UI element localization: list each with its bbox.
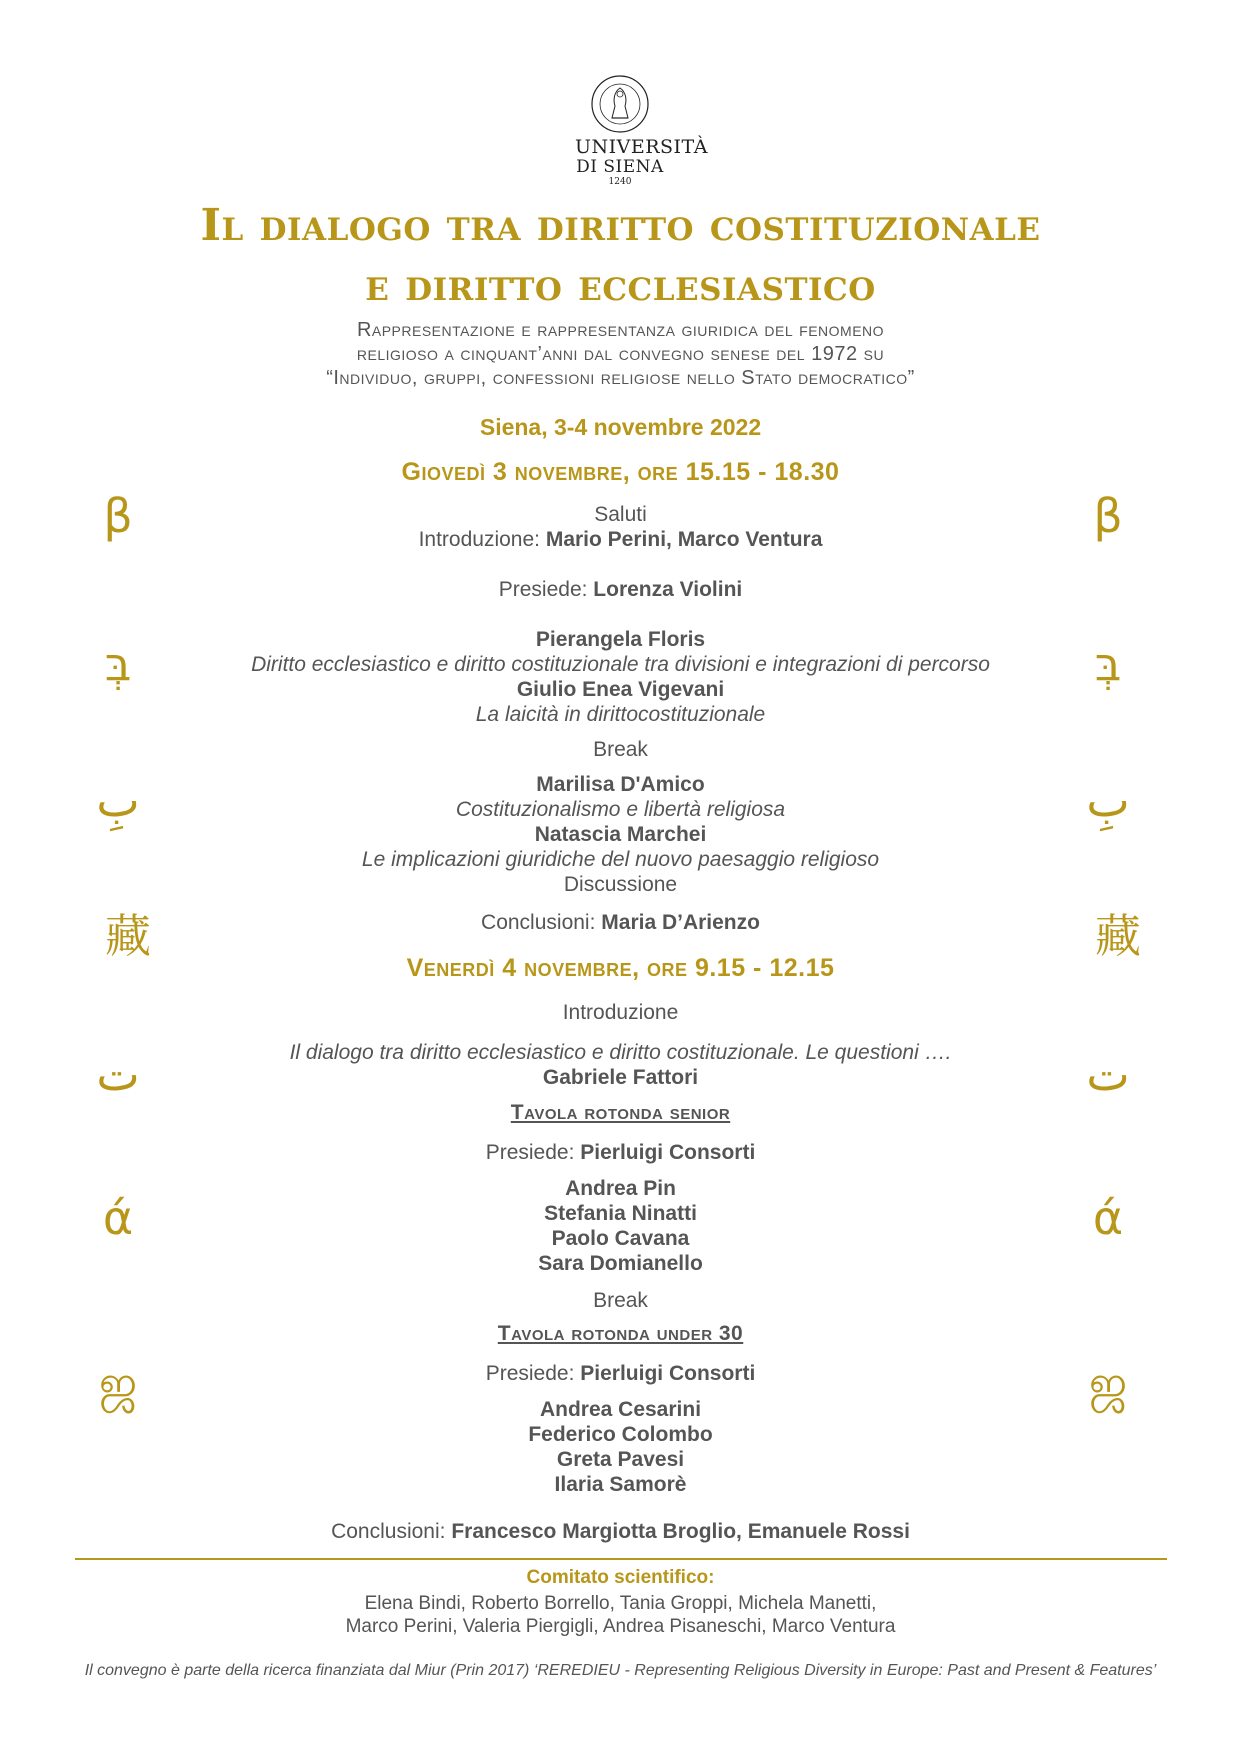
day1-talk4: Le implicazioni giuridiche del nuovo paesaggio religioso — [361, 848, 880, 871]
title-line1: Il dialogo tra diritto costituzionale — [200, 200, 1041, 251]
round-table-under30-title: Tavola rotonda under 30 — [497, 1322, 744, 1345]
committee-title: Comitato scientifico: — [526, 1567, 715, 1588]
round2-participant: Ilaria Samorè — [554, 1473, 687, 1496]
title-line2: e diritto ecclesiastico — [365, 260, 876, 311]
university-logo — [575, 74, 708, 187]
funding-footnote: Il convegno è parte della ricerca finanziata dal Miur (Prin 2017) ‘REREDIEU - Representing Religious Diversity in Europe: Past and Present & Features’ — [84, 1662, 1157, 1679]
day1-presiede — [160, 577, 1081, 602]
day1-speaker2: Giulio Enea Vigevani — [516, 678, 725, 701]
day1-presiede-name: Lorenza Violini — [593, 578, 743, 601]
day2-speaker: Gabriele Fattori — [542, 1066, 699, 1089]
side-glyph-arabic-be-left: بِ — [96, 773, 140, 827]
subtitle-line1: Rappresentazione e rappresentanza giuridica del fenomeno — [356, 319, 885, 341]
round2-presiede-name: Pierluigi Consorti — [580, 1362, 756, 1385]
day1-conclusioni — [160, 910, 1081, 935]
subtitle-line2: religioso a cinquant’anni dal convegno senese del 1972 su — [356, 343, 885, 365]
day2-heading: Venerdì 4 novembre, ore 9.15 - 12.15 — [406, 954, 835, 982]
round1-presiede-label: Presiede: — [485, 1141, 581, 1164]
day1-break: Break — [593, 738, 648, 761]
side-glyph-tamil-right: ஜ — [1088, 1355, 1128, 1409]
round1-participant: Stefania Ninatti — [544, 1202, 697, 1225]
committee-line1: Elena Bindi, Roberto Borrello, Tania Groppi, Michela Manetti, — [364, 1593, 877, 1614]
day1-conclusioni-name: Maria D’Arienzo — [601, 911, 760, 934]
side-glyph-arabic-be-right: بِ — [1086, 773, 1130, 827]
university-seal-icon — [590, 74, 650, 134]
side-glyph-beta-right: β — [1093, 489, 1123, 543]
side-glyph-hebrew-left: בְּ — [104, 637, 132, 691]
round-table-senior-title: Tavola rotonda senior — [510, 1101, 731, 1124]
date-place: Siena, 3-4 novembre 2022 — [479, 414, 762, 440]
day2-conclusioni-label: Conclusioni: — [331, 1520, 452, 1543]
university-year: 1240 — [608, 177, 632, 187]
round1-participant: Paolo Cavana — [551, 1227, 690, 1250]
round1-participant: Sara Domianello — [538, 1252, 703, 1275]
day2-break: Break — [593, 1289, 648, 1312]
round1-presiede-name: Pierluigi Consorti — [580, 1141, 756, 1164]
round2-participant: Federico Colombo — [528, 1423, 713, 1446]
day1-speaker4: Natascia Marchei — [534, 823, 707, 846]
round2-presiede-label: Presiede: — [485, 1362, 581, 1385]
day2-conclusioni — [0, 1519, 1241, 1544]
day1-conclusioni-label: Conclusioni: — [481, 911, 602, 934]
side-glyph-arabic-te-right: ت — [1086, 1047, 1130, 1101]
round-table-senior-presiede — [160, 1140, 1081, 1165]
day1-talk2: La laicità in dirittocostituzionale — [475, 703, 766, 726]
day1-talk3: Costituzionalismo e libertà religiosa — [455, 798, 786, 821]
day1-heading: Giovedì 3 novembre, ore 15.15 - 18.30 — [401, 458, 840, 486]
side-glyph-beta-left: β — [103, 489, 133, 543]
day1-talk1: Diritto ecclesiastico e diritto costituzionale tra divisioni e integrazioni di percorso — [251, 653, 990, 676]
round1-participant: Andrea Pin — [565, 1177, 676, 1200]
committee-line2: Marco Perini, Valeria Piergigli, Andrea Pisaneschi, Marco Ventura — [345, 1616, 896, 1637]
day1-speaker1: Pierangela Floris — [535, 628, 706, 651]
day1-introduction — [160, 527, 1081, 552]
round-table-under30-presiede — [160, 1361, 1081, 1386]
round2-participant: Greta Pavesi — [556, 1448, 685, 1471]
side-glyph-hebrew-right: בְּ — [1094, 637, 1122, 691]
day2-conclusioni-names: Francesco Margiotta Broglio, Emanuele Rossi — [451, 1520, 910, 1543]
side-glyph-kanji-left: 藏 — [105, 909, 151, 963]
day2-talk: Il dialogo tra diritto ecclesiastico e diritto costituzionale. Le questioni …. — [289, 1041, 952, 1064]
day1-discussione: Discussione — [563, 873, 678, 896]
side-glyph-kanji-right: 藏 — [1095, 909, 1141, 963]
day1-speaker3: Marilisa D'Amico — [536, 773, 705, 796]
day1-saluti: Saluti — [594, 503, 647, 526]
day2-introduzione: Introduzione — [562, 1001, 679, 1024]
university-name-line2: DI SIENA — [576, 157, 664, 177]
university-name-line1: UNIVERSITÀ — [575, 136, 708, 158]
round2-participant: Andrea Cesarini — [539, 1398, 702, 1421]
side-glyph-alpha-right: ά — [1092, 1191, 1124, 1245]
divider — [75, 1558, 1167, 1560]
side-glyph-alpha-left: ά — [102, 1191, 134, 1245]
day1-intro-names: Mario Perini, Marco Ventura — [545, 528, 823, 551]
day1-presiede-label: Presiede: — [498, 578, 594, 601]
day1-intro-label: Introduzione: — [418, 528, 546, 551]
side-glyph-arabic-te-left: ت — [96, 1047, 140, 1101]
subtitle-line3: “Individuo, gruppi, confessioni religiose nello Stato democratico” — [326, 367, 915, 389]
side-glyph-tamil-left: ஜ — [98, 1355, 138, 1409]
